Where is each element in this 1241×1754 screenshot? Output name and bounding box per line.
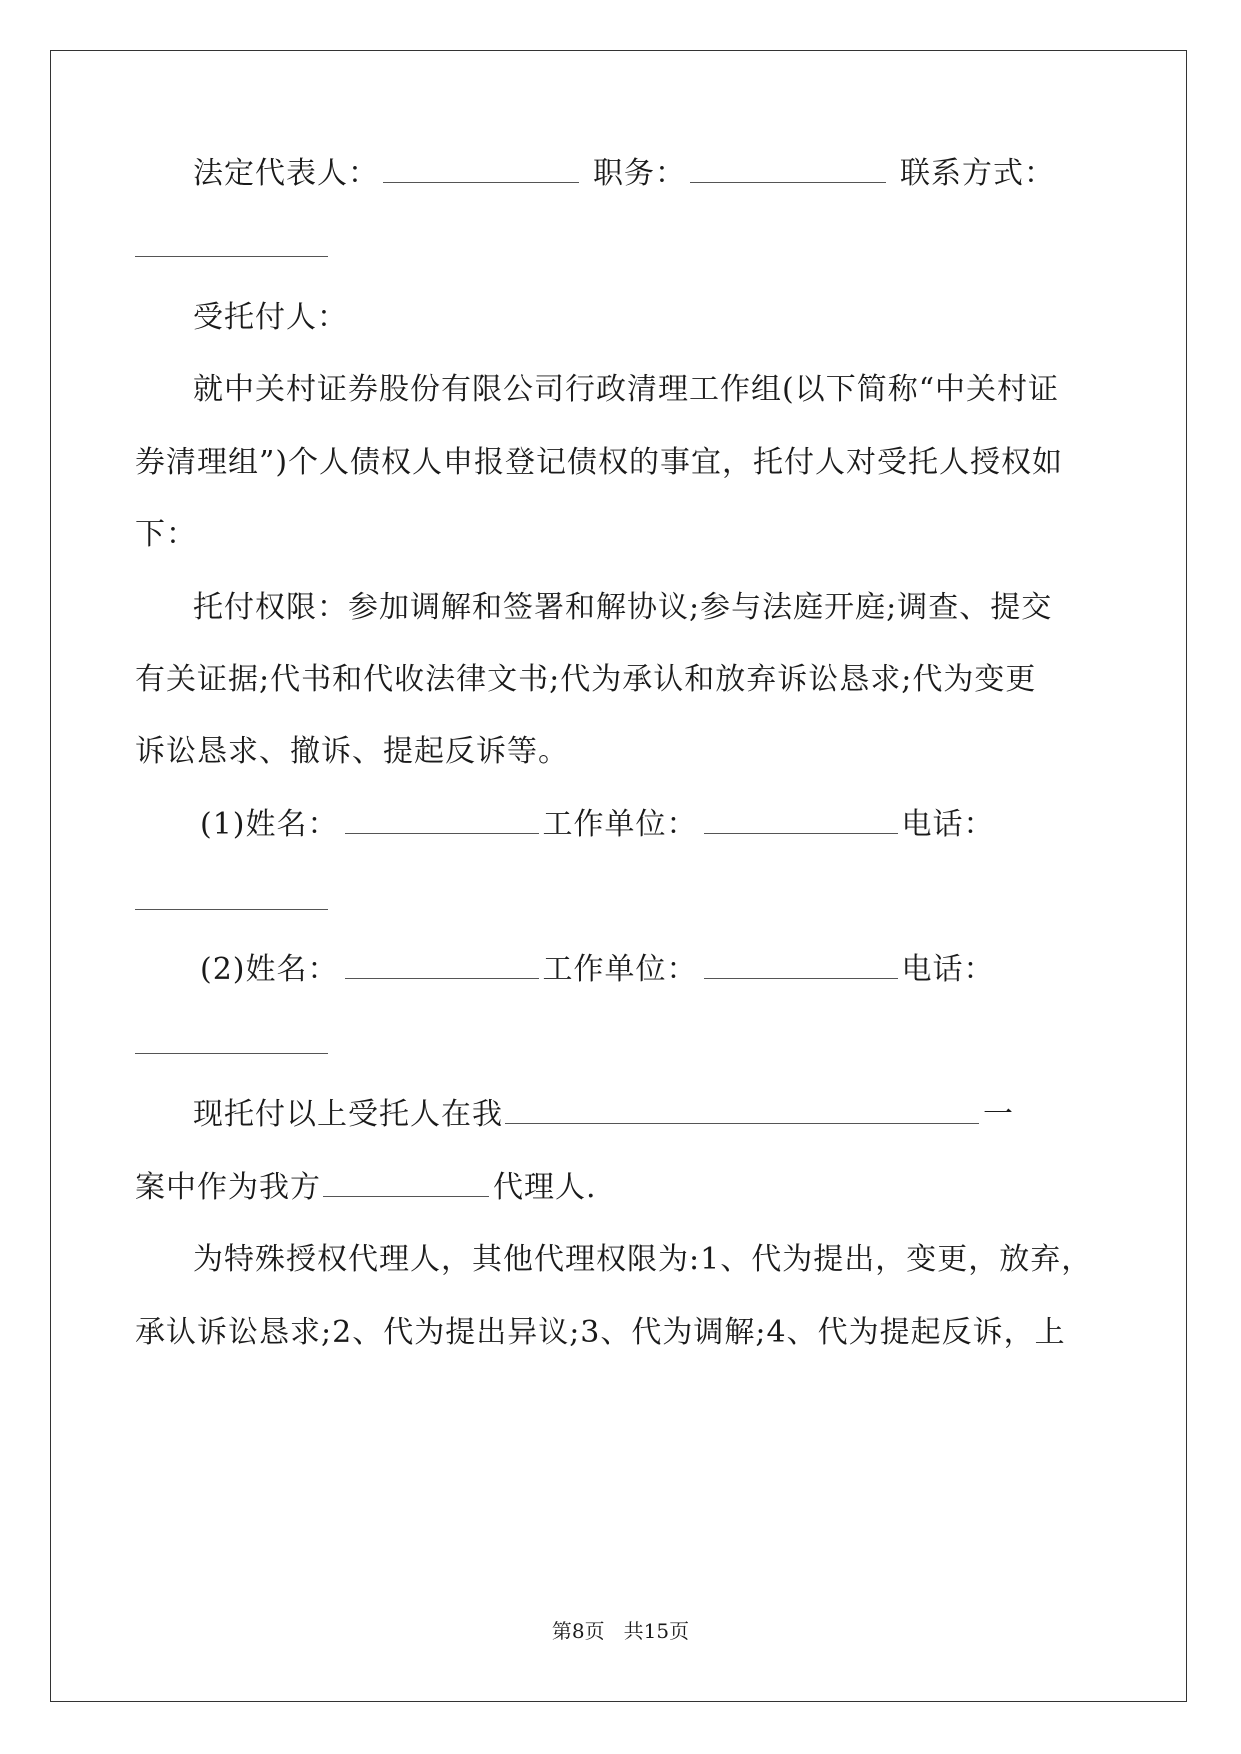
agent1-unit-label: 工作单位：	[542, 807, 698, 842]
agent1-line	[200, 805, 995, 845]
contact-label: 联系方式：	[900, 156, 1055, 191]
para4-line2: 承认诉讼恳求;2、代为提出异议;3、代为调解;4、代为提起反诉，上	[135, 1315, 1066, 1350]
para3-line2-text: 案中作为我方	[135, 1170, 321, 1205]
para3-line2	[135, 1168, 597, 1208]
agent2-name-blank[interactable]	[345, 952, 539, 979]
para3-line1-end: 一	[983, 1097, 1014, 1132]
agent1-unit-blank[interactable]	[704, 807, 898, 834]
agent1-phone-blank[interactable]	[135, 909, 328, 910]
position-label: 职务：	[593, 156, 686, 191]
agent2-name-label: (2)姓名：	[200, 952, 339, 987]
agent2-line	[200, 950, 995, 990]
agent2-phone-label: 电话：	[901, 952, 995, 987]
agent-role-blank[interactable]	[323, 1170, 489, 1197]
para1-line1: 就中关村证券股份有限公司行政清理工作组(以下简称“中关村证	[193, 372, 1060, 407]
para2-line2: 有关证据;代书和代收法律文书;代为承认和放弃诉讼恳求;代为变更	[135, 662, 1037, 697]
legal-rep-blank[interactable]	[383, 156, 579, 183]
legal-rep-line	[193, 154, 1055, 194]
para1-line2-text: 券清理组”)个人债权人申报登记债权的事宜，托付人对受托人授权如	[135, 445, 1064, 480]
para3-line1-text: 现托付以上受托人在我	[193, 1097, 503, 1132]
para4-line1: 为特殊授权代理人，其他代理权限为:1、代为提出，变更，放弃，	[193, 1242, 1093, 1277]
agent1-name-blank[interactable]	[345, 807, 539, 834]
contact-blank[interactable]	[135, 256, 328, 257]
legal-rep-label: 法定代表人：	[193, 156, 379, 191]
case-blank[interactable]	[505, 1097, 979, 1124]
agent2-phone-blank[interactable]	[135, 1053, 328, 1054]
page-total: 共15页	[623, 1619, 690, 1643]
para3-line2-end: 代理人.	[493, 1170, 597, 1205]
para1-line2	[135, 443, 1069, 483]
position-blank[interactable]	[690, 156, 886, 183]
trustee-label: 受托付人：	[193, 300, 348, 335]
agent2-unit-label: 工作单位：	[542, 952, 698, 987]
agent1-phone-label: 电话：	[901, 807, 995, 842]
agent1-name-label: (1)姓名：	[200, 807, 339, 842]
para2-line1: 托付权限：参加调解和签署和解协议;参与法庭开庭;调查、提交	[193, 590, 1053, 625]
para2-line3: 诉讼恳求、撤诉、提起反诉等。	[135, 734, 569, 769]
page-footer	[0, 1618, 1241, 1644]
agent2-unit-blank[interactable]	[704, 952, 898, 979]
page-number: 第8页	[551, 1619, 605, 1643]
para1-line3: 下：	[135, 517, 197, 552]
para3-line1	[193, 1095, 1014, 1135]
